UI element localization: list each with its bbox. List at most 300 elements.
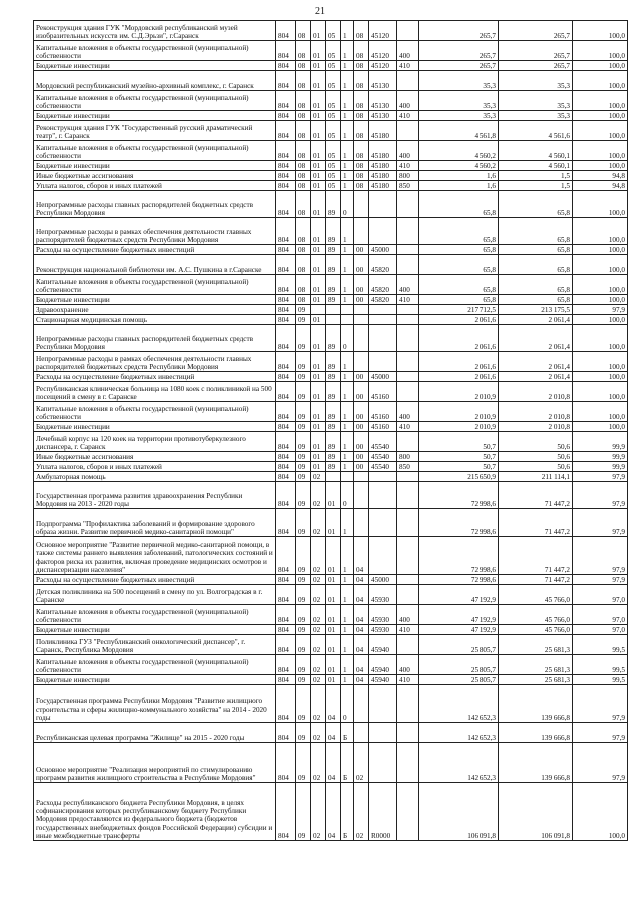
percent-cell: 97,9 (573, 509, 628, 537)
code-cell: 02 (311, 472, 326, 482)
code-cell (397, 685, 419, 723)
planned-amount-cell: 65,8 (419, 295, 499, 305)
row-name-cell: Расходы на осуществление бюджетных инвестиций (34, 245, 276, 255)
code-cell: 08 (296, 191, 311, 218)
planned-amount-cell: 142 652,3 (419, 743, 499, 783)
code-cell: 45000 (369, 372, 397, 382)
actual-amount-cell: 71 447,2 (499, 509, 573, 537)
actual-amount-cell: 139 666,8 (499, 685, 573, 723)
code-cell: 01 (311, 61, 326, 71)
code-cell: 02 (311, 482, 326, 509)
actual-amount-cell: 2 061,4 (499, 315, 573, 325)
code-cell: 1 (341, 91, 354, 111)
code-cell (397, 575, 419, 585)
code-cell: 804 (276, 111, 296, 121)
table-row (34, 402, 628, 422)
code-cell: 410 (397, 61, 419, 71)
code-cell: 08 (296, 218, 311, 245)
code-cell: 45000 (369, 575, 397, 585)
percent-cell: 100,0 (573, 372, 628, 382)
code-cell: 02 (311, 723, 326, 743)
actual-amount-cell: 2 061,4 (499, 372, 573, 382)
code-cell: 04 (354, 635, 369, 655)
planned-amount-cell: 35,3 (419, 71, 499, 91)
table-row (34, 743, 628, 783)
table-row (34, 655, 628, 675)
code-cell: 05 (326, 41, 341, 61)
code-cell: 01 (326, 635, 341, 655)
actual-amount-cell: 265,7 (499, 41, 573, 61)
table-row (34, 472, 628, 482)
code-cell: 89 (326, 382, 341, 402)
code-cell (354, 315, 369, 325)
percent-cell: 99,9 (573, 432, 628, 452)
percent-cell: 100,0 (573, 783, 628, 841)
code-cell: 09 (296, 382, 311, 402)
code-cell: 01 (311, 91, 326, 111)
budget-table (33, 20, 628, 841)
planned-amount-cell: 4 560,2 (419, 141, 499, 161)
code-cell: 1 (341, 537, 354, 575)
planned-amount-cell: 72 998,6 (419, 482, 499, 509)
actual-amount-cell: 2 010,8 (499, 382, 573, 402)
code-cell: 01 (311, 218, 326, 245)
table-row (34, 537, 628, 575)
percent-cell: 97,9 (573, 575, 628, 585)
actual-amount-cell: 4 560,1 (499, 141, 573, 161)
code-cell: 804 (276, 372, 296, 382)
row-name-cell: Капитальные вложения в объекты государственной (муниципальной) собственности (34, 605, 276, 625)
planned-amount-cell: 2 010,9 (419, 402, 499, 422)
code-cell: 08 (354, 61, 369, 71)
code-cell: 09 (296, 675, 311, 685)
code-cell: 09 (296, 575, 311, 585)
planned-amount-cell: 47 192,9 (419, 625, 499, 635)
table-row (34, 245, 628, 255)
row-name-cell: Бюджетные инвестиции (34, 111, 276, 121)
row-name-cell: Расходы республиканского бюджета Республики Мордовия, в целях софинансирования которых республиканскому бюджету Республики Мордовия предоставляются из федерального бюджета (бюджетов государственных внебюджетных фондов Российской Федерации) субсидии и иные межбюджетные трансферты (34, 783, 276, 841)
actual-amount-cell: 35,3 (499, 91, 573, 111)
code-cell: 09 (296, 625, 311, 635)
code-cell: 08 (354, 121, 369, 141)
code-cell: 804 (276, 382, 296, 402)
code-cell: 804 (276, 625, 296, 635)
code-cell (341, 305, 354, 315)
row-name-cell: Поликлиника ГУЗ "Республиканский онкологический диспансер", г. Саранск, Республика Мордовия (34, 635, 276, 655)
code-cell: 45130 (369, 111, 397, 121)
code-cell (354, 685, 369, 723)
code-cell: 0 (341, 685, 354, 723)
code-cell: 45540 (369, 432, 397, 452)
code-cell: 08 (296, 21, 311, 41)
row-name-cell: Реконструкция национальной библиотеки им. А.С. Пушкина в г.Саранске (34, 255, 276, 275)
planned-amount-cell: 25 805,7 (419, 675, 499, 685)
planned-amount-cell: 65,8 (419, 255, 499, 275)
code-cell: 1 (341, 625, 354, 635)
row-name-cell: Капитальные вложения в объекты государственной (муниципальной) собственности (34, 41, 276, 61)
code-cell: 804 (276, 452, 296, 462)
code-cell: 89 (326, 191, 341, 218)
code-cell: 09 (296, 315, 311, 325)
code-cell: 804 (276, 61, 296, 71)
code-cell: 09 (296, 635, 311, 655)
code-cell: 01 (311, 191, 326, 218)
code-cell: 45540 (369, 462, 397, 472)
code-cell (311, 305, 326, 315)
actual-amount-cell: 50,6 (499, 452, 573, 462)
actual-amount-cell: 213 175,5 (499, 305, 573, 315)
actual-amount-cell: 1,5 (499, 181, 573, 191)
table-row (34, 675, 628, 685)
table-row (34, 575, 628, 585)
table-body (34, 21, 628, 841)
code-cell: 09 (296, 585, 311, 605)
code-cell: 01 (326, 585, 341, 605)
code-cell (397, 482, 419, 509)
code-cell: 04 (354, 605, 369, 625)
code-cell (397, 305, 419, 315)
code-cell: 00 (354, 255, 369, 275)
code-cell: 01 (311, 452, 326, 462)
code-cell: 410 (397, 111, 419, 121)
code-cell: 02 (311, 537, 326, 575)
planned-amount-cell: 2 010,9 (419, 382, 499, 402)
planned-amount-cell: 217 712,5 (419, 305, 499, 315)
code-cell: 1 (341, 295, 354, 305)
code-cell: 1 (341, 71, 354, 91)
code-cell: 1 (341, 509, 354, 537)
code-cell: 08 (354, 71, 369, 91)
planned-amount-cell: 25 805,7 (419, 655, 499, 675)
table-row (34, 723, 628, 743)
code-cell: 08 (296, 41, 311, 61)
code-cell: 804 (276, 743, 296, 783)
code-cell: 08 (296, 111, 311, 121)
row-name-cell: Бюджетные инвестиции (34, 422, 276, 432)
code-cell: 01 (311, 325, 326, 352)
code-cell (397, 325, 419, 352)
table-row (34, 315, 628, 325)
row-name-cell: Иные бюджетные ассигнования (34, 452, 276, 462)
percent-cell: 100,0 (573, 71, 628, 91)
code-cell: 804 (276, 462, 296, 472)
code-cell: 804 (276, 509, 296, 537)
code-cell: 01 (311, 422, 326, 432)
code-cell: 1 (341, 171, 354, 181)
code-cell: 804 (276, 218, 296, 245)
row-name-cell: Детская поликлиника на 500 посещений в смену по ул. Волгоградская в г. Саранске (34, 585, 276, 605)
planned-amount-cell: 50,7 (419, 452, 499, 462)
table-row (34, 325, 628, 352)
code-cell (354, 218, 369, 245)
row-name-cell: Основное мероприятие "Развитие первичной медико-санитарной помощи, в также системы раннего выявления заболеваний, патологических состояний и факторов риска их развития, включая проведение медицинских осмотров и диспансеризации населения" (34, 537, 276, 575)
code-cell: 09 (296, 402, 311, 422)
code-cell (369, 191, 397, 218)
planned-amount-cell: 265,7 (419, 61, 499, 71)
code-cell (341, 472, 354, 482)
planned-amount-cell: 106 091,8 (419, 783, 499, 841)
code-cell: 400 (397, 402, 419, 422)
code-cell: 01 (326, 537, 341, 575)
code-cell: 400 (397, 275, 419, 295)
planned-amount-cell: 72 998,6 (419, 509, 499, 537)
code-cell: 08 (354, 21, 369, 41)
percent-cell: 97,9 (573, 723, 628, 743)
code-cell (397, 315, 419, 325)
code-cell: 04 (354, 537, 369, 575)
page-number: 21 (315, 6, 325, 17)
code-cell: 02 (311, 675, 326, 685)
row-name-cell: Республиканская целевая программа "Жилище" на 2015 - 2020 годы (34, 723, 276, 743)
table-row (34, 161, 628, 171)
row-name-cell: Амбулаторная помощь (34, 472, 276, 482)
code-cell: 804 (276, 21, 296, 41)
code-cell: 09 (296, 655, 311, 675)
code-cell: 05 (326, 181, 341, 191)
planned-amount-cell: 265,7 (419, 21, 499, 41)
code-cell (326, 305, 341, 315)
code-cell: 89 (326, 218, 341, 245)
code-cell: 45160 (369, 382, 397, 402)
code-cell: 05 (326, 21, 341, 41)
code-cell: 00 (354, 245, 369, 255)
code-cell: 45930 (369, 585, 397, 605)
percent-cell: 99,9 (573, 452, 628, 462)
code-cell: 02 (354, 743, 369, 783)
code-cell: 850 (397, 181, 419, 191)
code-cell: 01 (311, 315, 326, 325)
code-cell: 05 (326, 141, 341, 161)
percent-cell: 100,0 (573, 141, 628, 161)
code-cell: 01 (326, 675, 341, 685)
code-cell (397, 352, 419, 372)
code-cell (397, 472, 419, 482)
actual-amount-cell: 139 666,8 (499, 723, 573, 743)
code-cell: 0 (341, 191, 354, 218)
percent-cell: 99,5 (573, 635, 628, 655)
table-row (34, 61, 628, 71)
code-cell: 804 (276, 191, 296, 218)
code-cell: 804 (276, 422, 296, 432)
planned-amount-cell: 25 805,7 (419, 635, 499, 655)
code-cell: 01 (311, 41, 326, 61)
code-cell: 05 (326, 121, 341, 141)
code-cell: 00 (354, 275, 369, 295)
code-cell: 1 (341, 21, 354, 41)
actual-amount-cell: 71 447,2 (499, 537, 573, 575)
actual-amount-cell: 25 681,3 (499, 675, 573, 685)
code-cell: 45820 (369, 275, 397, 295)
percent-cell: 100,0 (573, 218, 628, 245)
code-cell (397, 382, 419, 402)
code-cell: 01 (311, 352, 326, 372)
planned-amount-cell: 142 652,3 (419, 723, 499, 743)
actual-amount-cell: 211 114,1 (499, 472, 573, 482)
code-cell: 89 (326, 245, 341, 255)
percent-cell: 100,0 (573, 382, 628, 402)
percent-cell: 97,9 (573, 472, 628, 482)
actual-amount-cell: 139 666,8 (499, 743, 573, 783)
code-cell: 09 (296, 472, 311, 482)
code-cell: 800 (397, 171, 419, 181)
table-row (34, 432, 628, 452)
code-cell: 01 (311, 372, 326, 382)
row-name-cell: Непрограммные расходы главных распорядителей бюджетных средств Республики Мордовия (34, 191, 276, 218)
row-name-cell: Лечебный корпус на 120 коек на территории противотуберкулезного диспансера, г. Саранск (34, 432, 276, 452)
percent-cell: 100,0 (573, 315, 628, 325)
code-cell: 02 (311, 605, 326, 625)
percent-cell: 97,9 (573, 482, 628, 509)
code-cell: 89 (326, 275, 341, 295)
code-cell: 01 (311, 295, 326, 305)
code-cell: 05 (326, 61, 341, 71)
code-cell: 05 (326, 171, 341, 181)
code-cell: 804 (276, 432, 296, 452)
code-cell (354, 352, 369, 372)
percent-cell: 100,0 (573, 295, 628, 305)
code-cell: 01 (326, 605, 341, 625)
actual-amount-cell: 65,8 (499, 275, 573, 295)
code-cell: 804 (276, 723, 296, 743)
percent-cell: 97,9 (573, 743, 628, 783)
code-cell (369, 723, 397, 743)
code-cell: 804 (276, 402, 296, 422)
code-cell: 45820 (369, 255, 397, 275)
row-name-cell: Стационарная медицинская помощь (34, 315, 276, 325)
percent-cell: 100,0 (573, 191, 628, 218)
percent-cell: 99,5 (573, 675, 628, 685)
code-cell: 850 (397, 462, 419, 472)
code-cell: 09 (296, 482, 311, 509)
planned-amount-cell: 50,7 (419, 462, 499, 472)
code-cell: 804 (276, 71, 296, 91)
actual-amount-cell: 35,3 (499, 111, 573, 121)
code-cell: 09 (296, 432, 311, 452)
code-cell: 08 (296, 71, 311, 91)
table-row (34, 275, 628, 295)
percent-cell: 100,0 (573, 352, 628, 372)
code-cell: 804 (276, 482, 296, 509)
row-name-cell: Уплата налогов, сборов и иных платежей (34, 181, 276, 191)
code-cell: 01 (311, 121, 326, 141)
code-cell: 04 (354, 655, 369, 675)
table-row (34, 585, 628, 605)
code-cell: 09 (296, 452, 311, 462)
code-cell: Б (341, 743, 354, 783)
code-cell: 08 (296, 121, 311, 141)
code-cell: Б (341, 783, 354, 841)
code-cell: 01 (311, 161, 326, 171)
code-cell: 02 (311, 685, 326, 723)
actual-amount-cell: 106 091,8 (499, 783, 573, 841)
percent-cell: 100,0 (573, 111, 628, 121)
code-cell: 09 (296, 325, 311, 352)
code-cell: 1 (341, 275, 354, 295)
code-cell: 01 (326, 509, 341, 537)
code-cell: 89 (326, 295, 341, 305)
planned-amount-cell: 65,8 (419, 191, 499, 218)
code-cell (354, 305, 369, 315)
percent-cell: 97,9 (573, 537, 628, 575)
row-name-cell: Здравоохранение (34, 305, 276, 315)
planned-amount-cell: 215 650,9 (419, 472, 499, 482)
code-cell: 45000 (369, 245, 397, 255)
actual-amount-cell: 25 681,3 (499, 655, 573, 675)
code-cell: 01 (326, 575, 341, 585)
row-name-cell: Капитальные вложения в объекты государственной (муниципальной) собственности (34, 275, 276, 295)
percent-cell: 100,0 (573, 422, 628, 432)
code-cell (397, 723, 419, 743)
code-cell: 1 (341, 61, 354, 71)
code-cell: 01 (311, 181, 326, 191)
actual-amount-cell: 71 447,2 (499, 575, 573, 585)
code-cell: 08 (354, 171, 369, 181)
code-cell: 08 (296, 91, 311, 111)
code-cell (369, 325, 397, 352)
code-cell: 804 (276, 655, 296, 675)
actual-amount-cell: 4 561,6 (499, 121, 573, 141)
row-name-cell: Капитальные вложения в объекты государственной (муниципальной) собственности (34, 141, 276, 161)
code-cell: 08 (296, 61, 311, 71)
code-cell: 00 (354, 372, 369, 382)
code-cell: 08 (296, 275, 311, 295)
code-cell: 04 (354, 585, 369, 605)
code-cell: 1 (341, 372, 354, 382)
code-cell: 45160 (369, 422, 397, 432)
table-row (34, 255, 628, 275)
code-cell (354, 472, 369, 482)
table-row (34, 625, 628, 635)
code-cell: 804 (276, 605, 296, 625)
table-row (34, 121, 628, 141)
code-cell: 01 (311, 382, 326, 402)
planned-amount-cell: 50,7 (419, 432, 499, 452)
code-cell (397, 743, 419, 783)
code-cell: 01 (311, 462, 326, 472)
code-cell: 02 (311, 585, 326, 605)
row-name-cell: Бюджетные инвестиции (34, 161, 276, 171)
code-cell: 804 (276, 41, 296, 61)
table-row (34, 509, 628, 537)
code-cell: 1 (341, 422, 354, 432)
row-name-cell: Бюджетные инвестиции (34, 625, 276, 635)
planned-amount-cell: 47 192,9 (419, 585, 499, 605)
row-name-cell: Бюджетные инвестиции (34, 675, 276, 685)
actual-amount-cell: 25 681,3 (499, 635, 573, 655)
code-cell: 01 (311, 432, 326, 452)
code-cell: 1 (341, 462, 354, 472)
code-cell: 00 (354, 402, 369, 422)
actual-amount-cell: 45 766,0 (499, 585, 573, 605)
code-cell (369, 509, 397, 537)
code-cell: 05 (326, 71, 341, 91)
code-cell: 45130 (369, 71, 397, 91)
code-cell: 04 (326, 783, 341, 841)
row-name-cell: Бюджетные инвестиции (34, 61, 276, 71)
code-cell (397, 21, 419, 41)
code-cell (326, 315, 341, 325)
code-cell (397, 218, 419, 245)
code-cell (369, 537, 397, 575)
percent-cell: 97,0 (573, 585, 628, 605)
table-row (34, 482, 628, 509)
actual-amount-cell: 265,7 (499, 61, 573, 71)
code-cell: 01 (311, 21, 326, 41)
code-cell: 89 (326, 432, 341, 452)
table-row (34, 685, 628, 723)
planned-amount-cell: 35,3 (419, 91, 499, 111)
code-cell: 804 (276, 675, 296, 685)
